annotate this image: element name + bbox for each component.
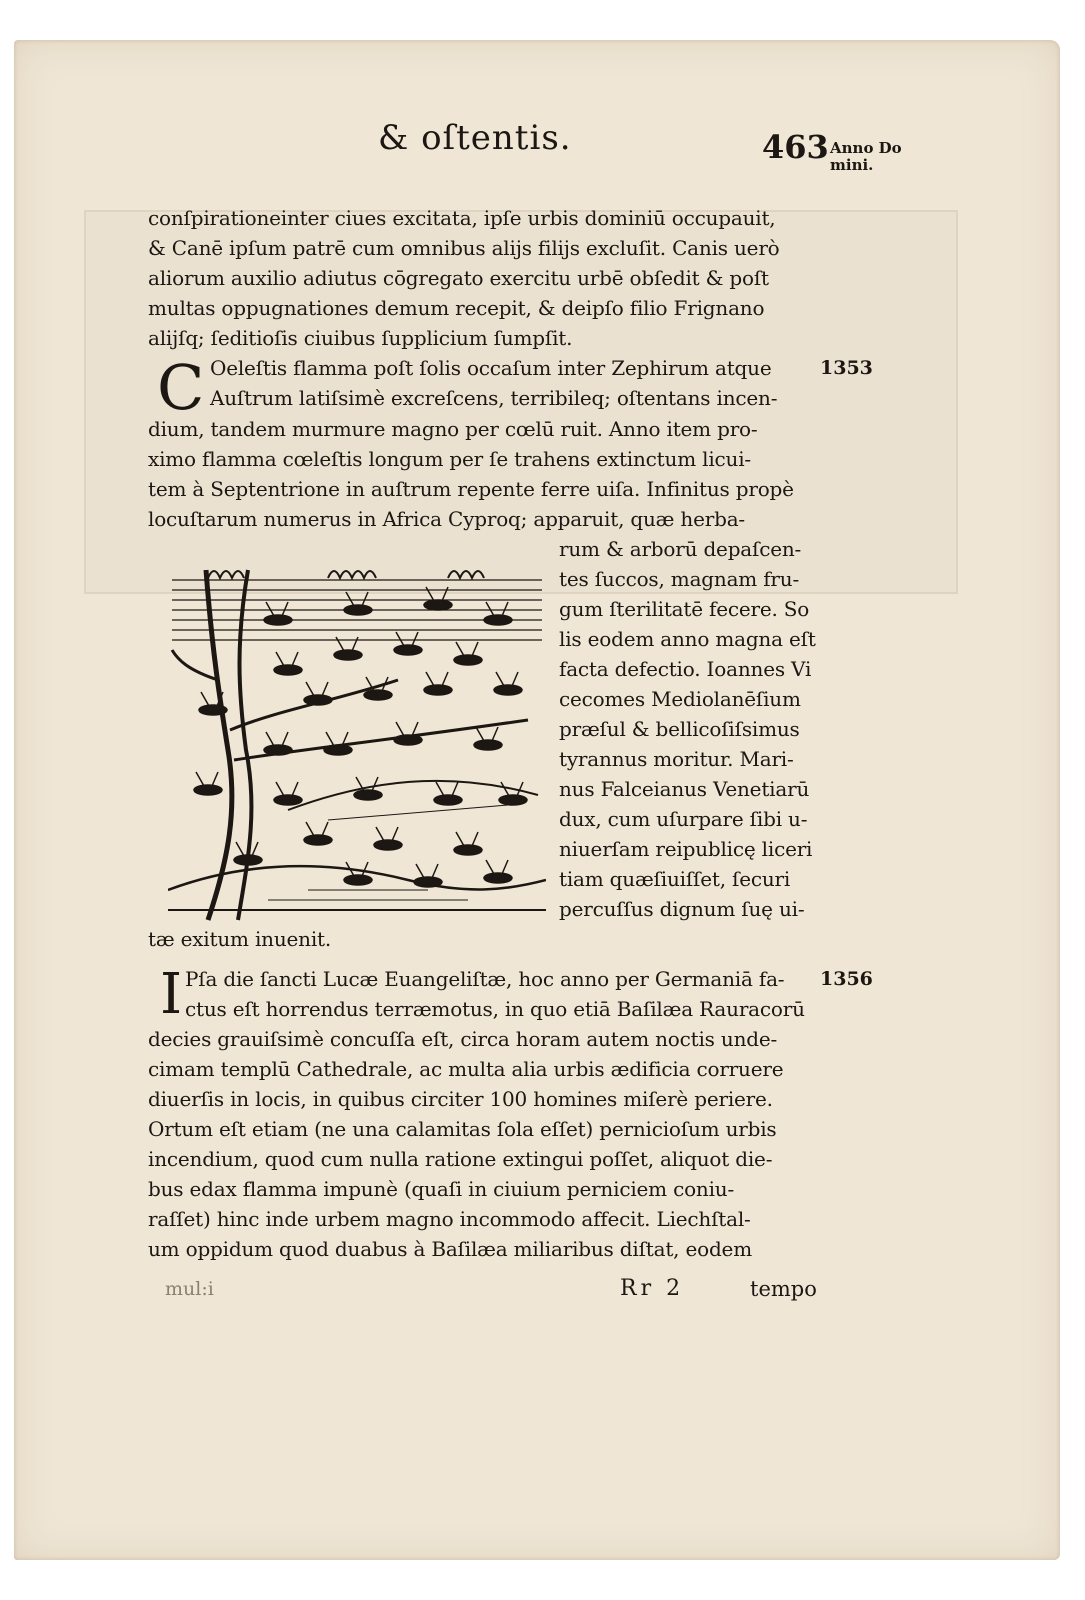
faint-bleed-through-text: mul:i [165,1278,214,1300]
text-line: Oeleſtis flamma poſt ſolis occaſum inter Zephirum atque [210,356,772,380]
text-line: nus Falceianus Venetiarū [559,777,810,801]
margin-year-1353: 1353 [820,357,873,379]
text-line: locuſtarum numerus in Africa Cyproq; apparuit, quæ herba- [148,507,745,531]
text-line: dux, cum uſurpare ſibi u- [559,807,808,831]
text-line: diuerſis in locis, in quibus circiter 100 homines miſerè periere. [148,1087,773,1111]
text-line: Auſtrum latiſsimè excreſcens, terribileq; oſtentans incen- [210,386,778,410]
text-line: percuſſus dignum ſuę ui- [559,897,805,921]
text-line: tyrannus moritur. Mari- [559,747,794,771]
text-line: & Canē ipſum patrē cum omnibus alijs filijs excluſit. Canis uerò [148,236,780,260]
text-line: Ortum eſt etiam (ne una calamitas ſola eſſet) pernicioſum urbis [148,1117,777,1141]
text-line: multas oppugnationes demum recepit, & deipſo filio Frignano [148,296,765,320]
margin-year-1356: 1356 [820,968,873,990]
text-line: rum & arborū depaſcen- [559,537,802,561]
margin-anno-domini-label: Anno Do mini. [830,139,902,174]
text-line: dium, tandem murmure magno per cœlū ruit. Anno item pro- [148,417,758,441]
page-number: 463 [762,128,829,166]
running-head: & oſtentis. [378,118,572,158]
text-line: raſſet) hinc inde urbem magno incommodo affecit. Liechſtal- [148,1207,751,1231]
drop-initial-i: I [160,962,183,1027]
drop-initial-c: C [157,351,205,424]
text-line: ximo flamma cœleſtis longum per ſe trahens extinctum licui- [148,447,751,471]
text-line: incendium, quod cum nulla ratione extingui poſſet, aliquot die- [148,1147,773,1171]
text-line: decies grauiſsimè concuſſa eſt, circa horam autem noctis unde- [148,1027,778,1051]
text-line: conſpirationeinter ciues excitata, ipſe urbis dominiū occupauit, [148,206,776,230]
text-line: tiam quæſiuiſſet, ſecuri [559,867,791,891]
text-line: niuerſam reipublicę liceri [559,837,813,861]
text-line: tæ exitum inuenit. [148,927,332,951]
text-line: Pſa die ſancti Lucæ Euangeliſtæ, hoc anno per Germaniā fa- [185,967,785,991]
text-line: um oppidum quod duabus à Baſilæa miliaribus diſtat, eodem [148,1237,752,1261]
text-line: alijſq; ſeditioſis ciuibus ſupplicium ſumpſit. [148,326,573,350]
locust-woodcut-illustration [168,560,546,922]
text-line: lis eodem anno magna eſt [559,627,816,651]
text-line: cimam templū Cathedrale, ac multa alia urbis ædificia corruere [148,1057,784,1081]
text-line: facta defectio. Ioannes Vi [559,657,812,681]
signature-mark: Rr 2 [620,1276,685,1301]
text-line: aliorum auxilio adiutus cōgregato exercitu urbē obſedit & poſt [148,266,769,290]
text-line: tem à Septentrione in auſtrum repente ferre uiſa. Infinitus propè [148,477,794,501]
text-line: præſul & bellicoſiſsimus [559,717,800,741]
text-line: gum ſterilitatē fecere. So [559,597,810,621]
catchword: tempo [750,1277,817,1301]
text-line: bus edax flamma impunè (quaſi in ciuium perniciem coniu- [148,1177,735,1201]
text-line: cecomes Mediolanēſium [559,687,801,711]
text-line: ctus eſt horrendus terræmotus, in quo etiā Baſilæa Rauracorū [185,997,805,1021]
text-line: tes ſuccos, magnam fru- [559,567,800,591]
